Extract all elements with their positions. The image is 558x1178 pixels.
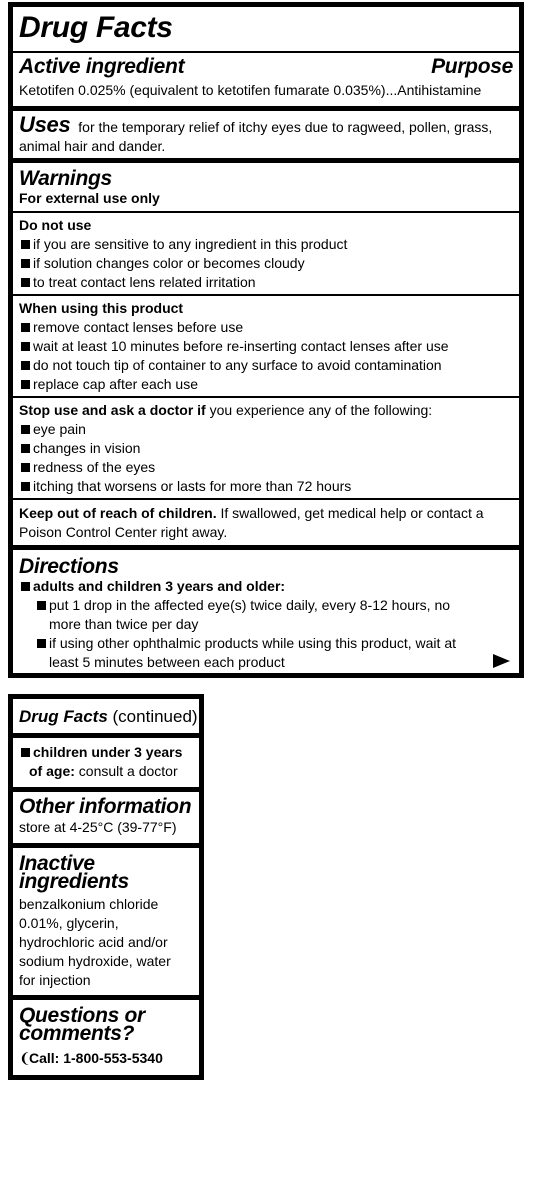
inactive-line: sodium hydroxide, water (19, 953, 171, 969)
divider (13, 211, 519, 213)
divider (13, 787, 199, 792)
list-item: itching that worsens or lasts for more than 72 hours (19, 477, 515, 496)
list-item: to treat contact lens related irritation (19, 273, 515, 292)
divider (13, 158, 519, 163)
active-ingredient-heading: Active ingredient (19, 55, 185, 78)
continued-title-rest: (continued) (107, 707, 198, 726)
when-using-section (19, 299, 515, 394)
questions-heading-line-2: comments? (19, 1022, 135, 1045)
list-item: if you are sensitive to any ingredient in this product (19, 235, 515, 254)
uses-heading: Uses (19, 112, 71, 137)
drug-facts-panel (8, 2, 524, 678)
other-information-text: store at 4-25°C (39-77°F) (19, 819, 177, 835)
call-line[interactable] (19, 1049, 163, 1068)
inactive-line: 0.01%, glycerin, (19, 915, 119, 931)
divider (13, 995, 199, 1000)
stop-use-section (19, 401, 515, 496)
stop-use-text: you experience any of the following: (205, 402, 433, 418)
keep-out-section (19, 504, 515, 542)
divider (13, 733, 199, 738)
right-arrow-icon (493, 654, 510, 668)
continued-title (19, 707, 198, 727)
children-label: children under 3 years (19, 743, 195, 762)
divider (13, 498, 519, 500)
call-text[interactable]: Call: 1-800-553-5340 (29, 1050, 163, 1066)
do-not-use-heading: Do not use (19, 217, 92, 233)
inactive-heading-line-1: Inactive (19, 852, 95, 875)
list-item: redness of the eyes (19, 458, 515, 477)
list-item: if solution changes color or becomes cloudy (19, 254, 515, 273)
keep-out-heading: Keep out of reach of children. (19, 505, 217, 521)
list-item: changes in vision (19, 439, 515, 458)
inactive-heading-line-2: ingredients (19, 870, 129, 893)
inactive-line: for injection (19, 972, 91, 988)
purpose-heading: Purpose (431, 55, 513, 78)
direction-line: more than twice per day (49, 616, 199, 632)
when-using-heading: When using this product (19, 300, 184, 316)
uses-text-2: animal hair and dander. (19, 138, 166, 154)
list-item: remove contact lenses before use (19, 318, 515, 337)
stop-use-heading: Stop use and ask a doctor if (19, 402, 206, 418)
divider (13, 396, 519, 398)
phone-icon: ❨ (19, 1050, 31, 1066)
adults-label: adults and children 3 years and older: (19, 577, 515, 596)
direction-line: if using other ophthalmic products while using this product, wait at (49, 635, 456, 651)
inactive-line: benzalkonium chloride (19, 896, 159, 912)
list-item: eye pain (19, 420, 515, 439)
keep-out-text: If swallowed, get medical help or contact a (216, 505, 484, 521)
uses-section (19, 112, 515, 156)
questions-heading (19, 1004, 145, 1045)
divider (13, 843, 199, 848)
directions-heading: Directions (19, 555, 119, 578)
do-not-use-section (19, 216, 515, 292)
divider (13, 106, 519, 111)
direction-item (35, 596, 515, 634)
children-label-2: of age: (29, 763, 75, 779)
children-text: consult a doctor (74, 763, 178, 779)
divider (13, 545, 519, 550)
active-ingredient-line: Ketotifen 0.025% (equivalent to ketotifen fumarate 0.035%)...Antihistamine (19, 82, 482, 98)
divider (13, 294, 519, 296)
inactive-ingredients-text (19, 895, 197, 990)
children-section (19, 743, 195, 781)
questions-heading-line-1: Questions or (19, 1004, 145, 1027)
directions-section (19, 577, 515, 672)
divider (13, 51, 519, 53)
drug-facts-title: Drug Facts (19, 11, 173, 44)
drug-facts-continued-panel (8, 694, 204, 1080)
uses-text: for the temporary relief of itchy eyes due to ragweed, pollen, grass, (78, 119, 493, 135)
other-information-heading: Other information (19, 795, 192, 818)
warnings-heading: Warnings (19, 167, 112, 190)
list-item: wait at least 10 minutes before re-inserting contact lenses after use (19, 337, 515, 356)
list-item: do not touch tip of container to any surface to avoid contamination (19, 356, 515, 375)
direction-line: put 1 drop in the affected eye(s) twice daily, every 8-12 hours, no (49, 597, 451, 613)
direction-line: least 5 minutes between each product (49, 654, 285, 670)
keep-out-text-2: Poison Control Center right away. (19, 524, 228, 540)
external-use-text: For external use only (19, 190, 160, 206)
inactive-line: hydrochloric acid and/or (19, 934, 168, 950)
list-item: replace cap after each use (19, 375, 515, 394)
continued-title-italic: Drug Facts (19, 707, 108, 726)
direction-item (35, 634, 515, 672)
inactive-ingredients-heading (19, 852, 129, 893)
